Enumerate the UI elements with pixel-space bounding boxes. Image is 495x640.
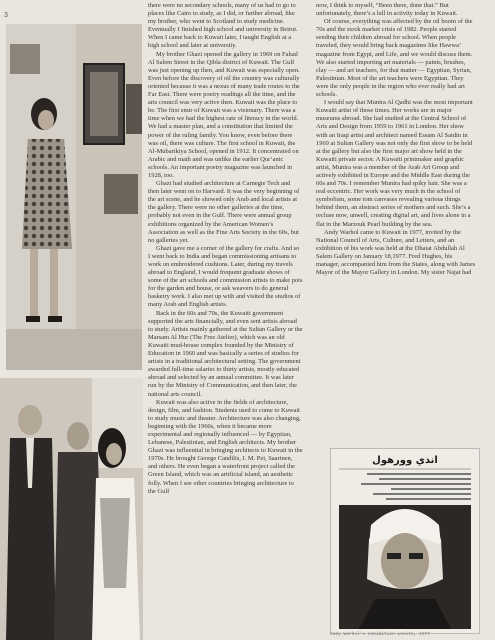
article-paragraph: Andy Warhol came to Kuwait in 1977, invited by the National Council of Arts, Culture, and Letters, and an exhibition of his work was held at the Dhaiat Abdullah Al Salem Gallery on January 18,1977. Fred Hughes, his manager, accompanied him from the States, along with James Mayor of the Mayor Gallery in London. My sister Najat had — [316, 228, 476, 277]
article-paragraph: Ghazi had studied architecture at Carnegie Tech and then later went on to Harvard. It was the very beginning of the art scene, and he showed only Arab and local artists at the gallery. There were no other galleries at the time, probably not even in the Gulf. There were annual group exhibitions organized by the American Women’s Association as well as the Fine Arts Society in the 60s, but no galleries yet. — [148, 180, 300, 244]
article-paragraph: Back in the 60s and 70s, the Kuwaiti government supported the arts financially, and even sent artists abroad to study. Artists mainly gathered at the Sultan Gallery or the Marsam Al Hur (The Free Atelier), which was an old Kuwaiti mud-house complex founded by the Ministry of Education in 1960 and was basically a series of studios for artists in a traditional architectural setting. The government awarded full-time salaries to thirty artists, mostly educated abroad and selected by an annual committee. It was later run by the Ministry of Communication, and then later, the national arts council. — [148, 309, 303, 398]
article-column-right — [316, 2, 476, 277]
article-paragraph: now, I think to myself, “Been there, done that.” But unfortunately, there’s a lull in activity today in Kuwait. — [316, 2, 458, 18]
warhol-invite-image — [330, 448, 480, 634]
poster-caption: Andy Warhol’s exhibition invite, 1977 — [330, 632, 430, 637]
gallery-photo-group — [0, 378, 143, 640]
article-paragraph: My brother Ghazi opened the gallery in 1969 on Fahad Al Salem Street in the Qibla district of Kuwait. The Gulf was just opening up then, and Kuwait was especially open. Even before the discovery of oil the country was culturally oriented because it was a nexus of many trade routes to the Far East. There were poetry readings all the time, and the arts council was very active then. Kuwait was the place to be. The first emir of Kuwait was a visionary. There was a time when we had the highest rate of literacy in the world. We had a master plan, and a constitution that limited the power of the ruling family. You know, even before there was oil, there was culture. The first school in Kuwait, the Al-Mubarikiya School, opened in 1912. It concentrated on Arabic and math and was unlike the earlier Qur’anic schools. An important poetry magazine was launched in 1928, too. — [148, 50, 300, 179]
article-paragraph: I would say that Munira Al Qadhi was the most important Kuwaiti artist of those times. Her works are in major museums abroad. She had studied at the Central School of Arts and Design from 1959 to 1961 in London. Her show with an Iraqi artist and architect named Essam Al Saidin in 1969 at Sultan Gallery was not only the first show to be held at the gallery but also the first major art show held in the Kuwaiti private sector. A Kuwaiti printmaker and graphic artist, Munira was a member of the Arab Art Group and actively exhibited in Europe and the Middle East during the 60s and 70s. I remember Munira had spiky hair. She was a real eccentric. Her work was very much in the school of symbolism, some tom canvases revealing various things behind them, an abstract series of mothers and such. She’s a recluse now, unwell, creating digital art, and lives alone in a flat in the Marzouk Pearl building by the sea. — [316, 99, 473, 228]
article-paragraph: there were no secondary schools, many of us had to go to places like Cairo to study, as I did, or further abroad, like my brother, who went to Scotland to study medicine. Eventually I finished high school and university in Beirut. When I came back to Kuwait later, I taught English at a high school and later at university. — [148, 2, 298, 50]
gallery-photo-group-image — [0, 378, 143, 640]
poster-title: اندي وورهول — [372, 455, 438, 466]
gallery-photo-woman-image — [6, 24, 142, 370]
warhol-invite-graphic — [331, 449, 479, 633]
page-number: 3 — [4, 12, 8, 19]
article-paragraph: Ghazi gave me a corner of the gallery for crafts. And so I went back to India and began commissioning artisans to work on embroidered cushions. Later, during my travels abroad to England, I would frequent graduate shows of some of the art schools and commission artists to make pots for the garden and house, or ask weavers to do general basketry work. I also met up with and visited the studios of many Arab and English artists. — [148, 244, 303, 309]
article-column-middle — [148, 2, 303, 496]
article-paragraph: Of course, everything was affected by the oil boom of the 70s and the stock market crisis of 1982. People started sending their children abroad for school. When people traveled, they would bring back magazines like Hawwa’ magazine from Egypt, and Life, and we would discuss them. We also started importing art materials — paints, brushes, clay — and art teachers, for that matter — Egyptian, Syrian, Palestinian. Most of the art teachers were Egyptian. They were the only people in the region who ever really had art schools. — [316, 18, 473, 99]
article-paragraph: Kuwait was also active in the fields of architecture, design, film, and fashion. Students used to come to Kuwait to study music and theater. Architecture was also changing, beginning with the 1960s, when it became more experimental and regionally influenced — by Egyptian, Lebanese, Palestinian, and English architects. My brother Ghazi was influential in bringing architects to Kuwait in the 1970s. He brought George Candilis, I. M. Pei, Saarinen, and others. He even began a waterfront project called the Green Island, which was an artificial island, an aesthetic folly. When I see other countries bringing architecture to the Gulf — [148, 398, 303, 495]
gallery-photo-woman — [6, 24, 142, 370]
